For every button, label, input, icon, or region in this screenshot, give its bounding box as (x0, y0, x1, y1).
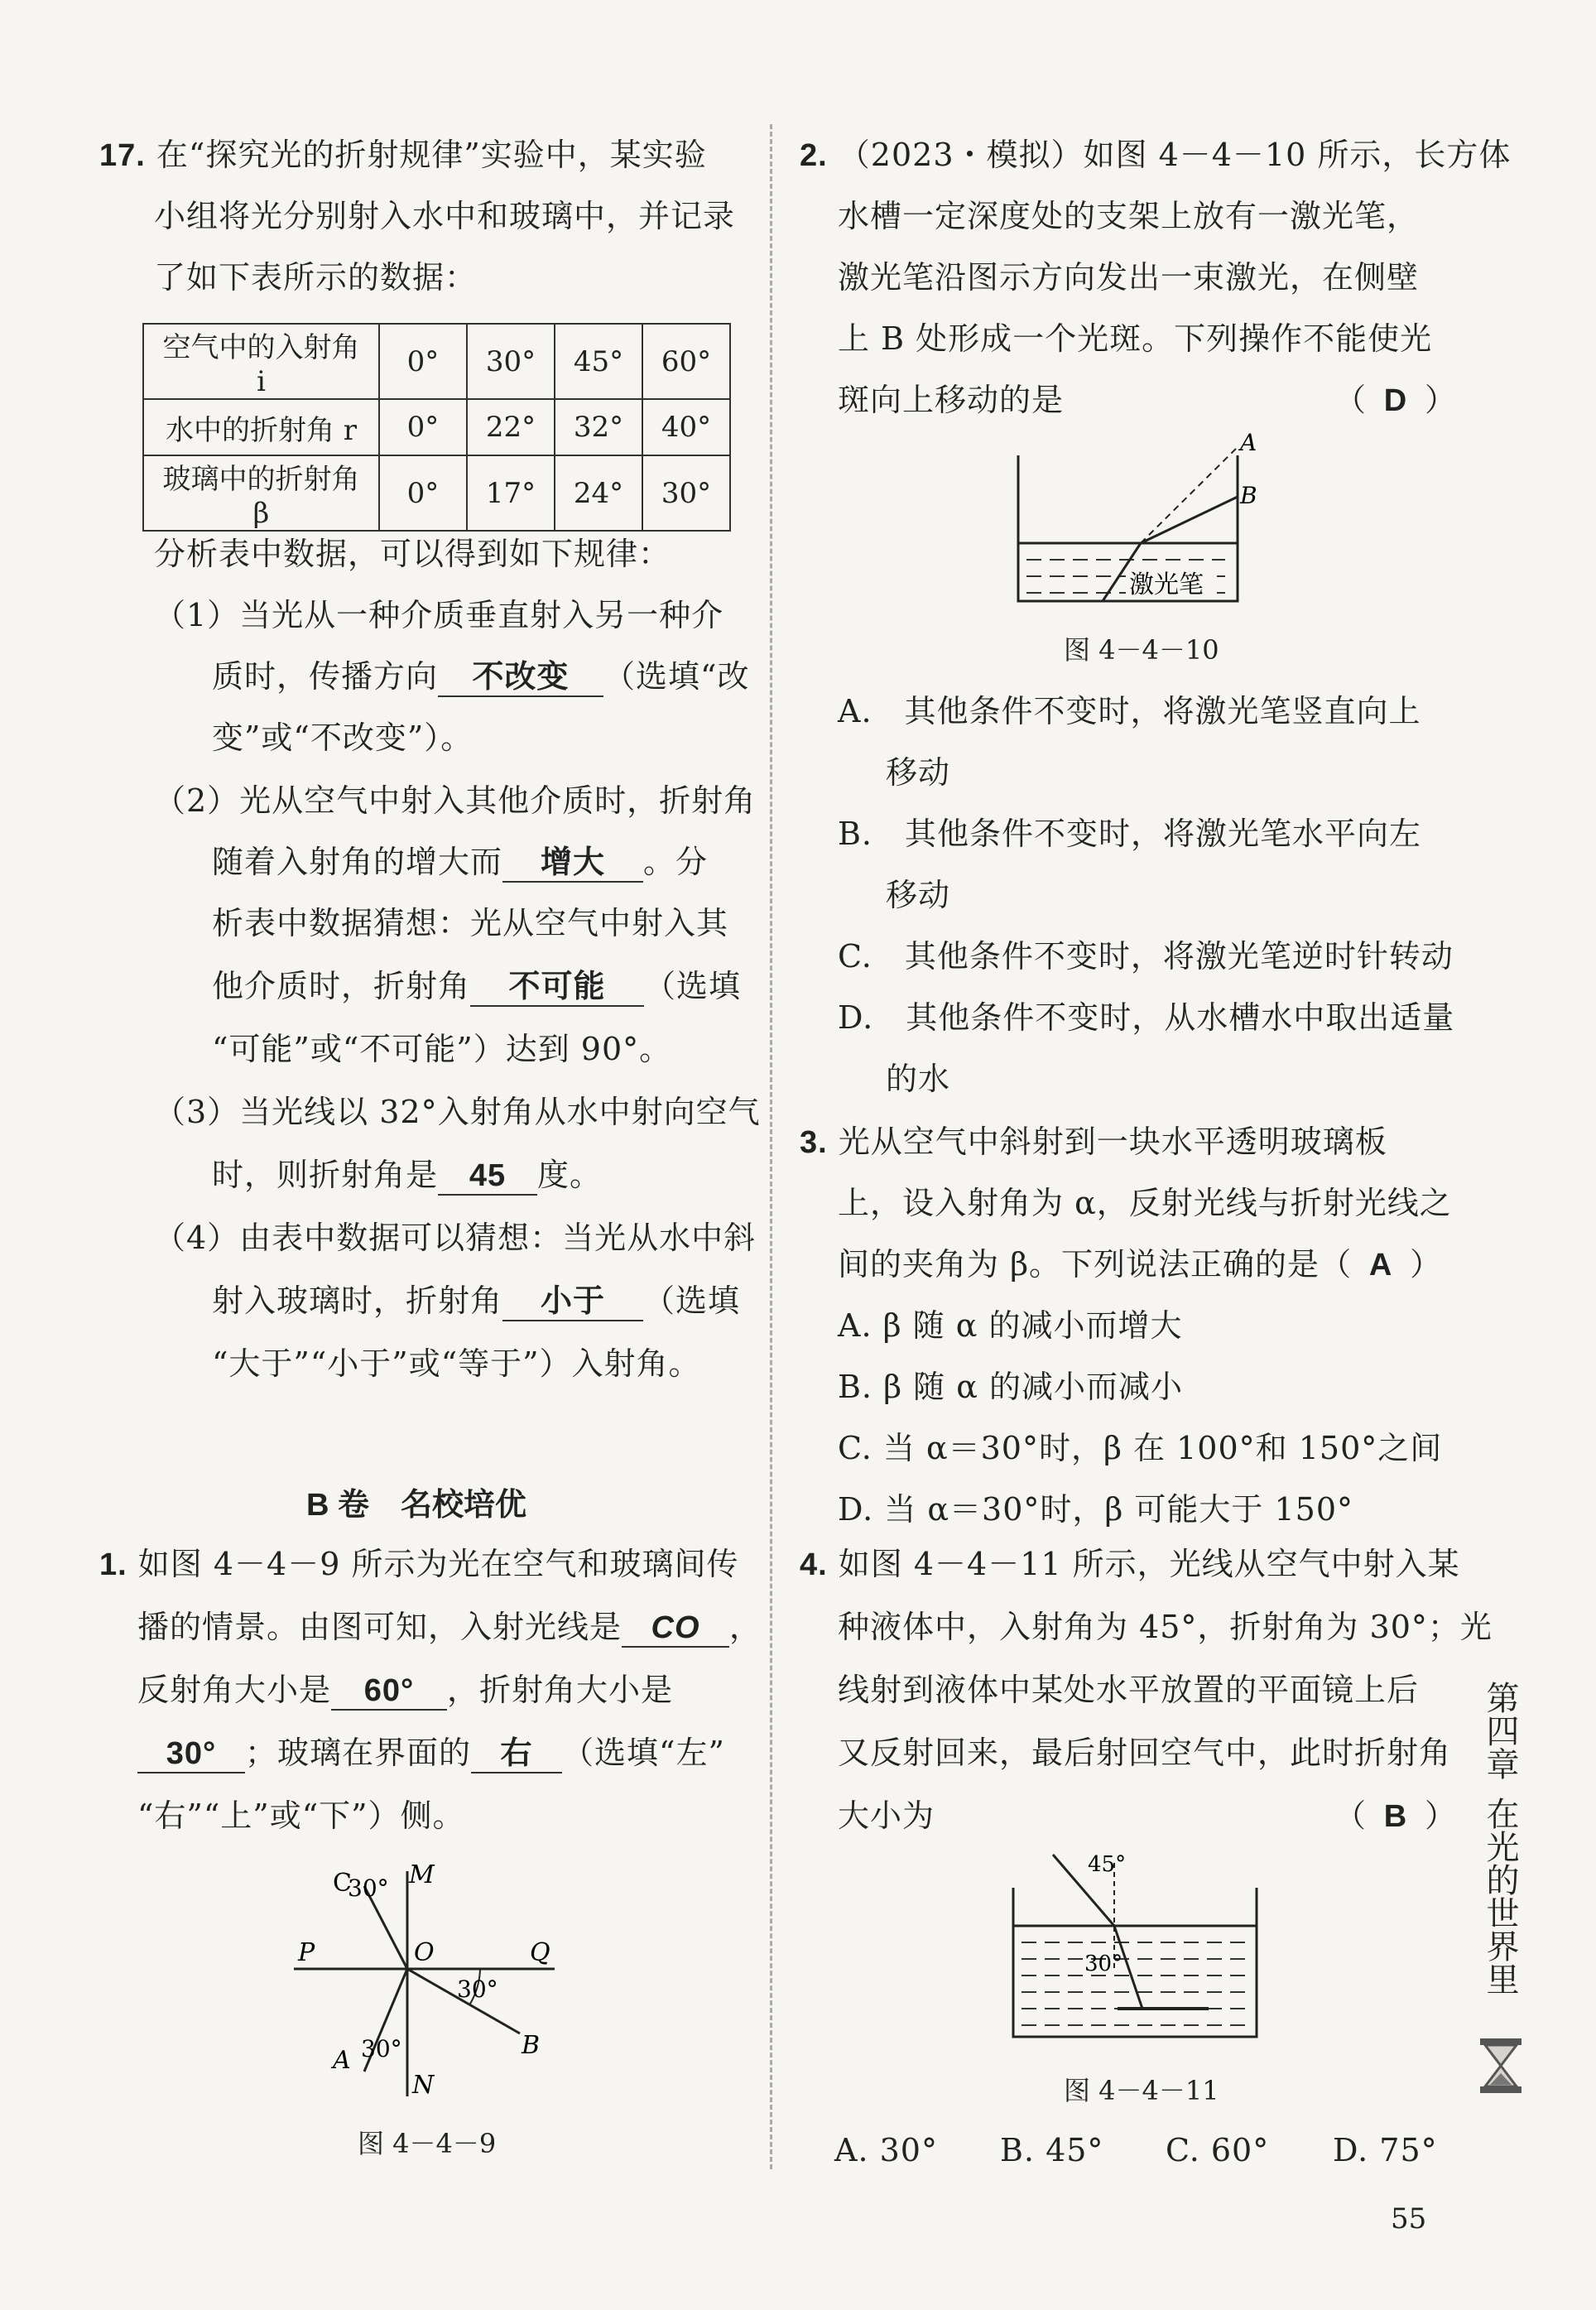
table-cell: 0° (379, 455, 467, 531)
b3-number: 3. (800, 1125, 828, 1160)
text: C. (838, 938, 873, 975)
answer-blank: 45 (438, 1157, 537, 1196)
text: 随着入射角的增大而 (212, 844, 503, 880)
b3-line-3: 间的夹角为 β。下列说法正确的是（ A ） (838, 1242, 1442, 1287)
table-cell: 32° (555, 399, 642, 455)
answer-blank: 不改变 (438, 659, 603, 697)
text: 其他条件不变时，将激光笔逆时针转动 (904, 938, 1454, 975)
figure-caption: 图 4－4－10 (1064, 634, 1219, 666)
text: D. (838, 999, 874, 1036)
b2-line-2: 水槽一定深度处的支架上放有一激光笔， (838, 198, 1420, 234)
q17-p1-line-d: 变”或“不改变”）。 (212, 719, 474, 756)
text: （选填 (644, 968, 742, 1004)
tank (1013, 1888, 1257, 2037)
q17-line-1 (99, 132, 707, 178)
angle-label: 30° (361, 2035, 402, 2062)
chapter-number: 第四章 (1482, 1681, 1518, 1780)
q17-p3-line-a: （3）当光线以 32°入射角从水中射向空气 (154, 1094, 761, 1130)
b4-number: 4. (800, 1547, 828, 1582)
text: ，折射角大小是 (447, 1672, 674, 1708)
label-m: M (409, 1860, 435, 1889)
answer-choice: D (1383, 383, 1408, 418)
label-a: A (333, 2046, 351, 2075)
figure-4-4-10 (1010, 431, 1291, 613)
b2-answer: （ D ） (1334, 378, 1457, 423)
text: 射入玻璃时，折射角 (212, 1283, 503, 1319)
text: B. (838, 816, 873, 852)
table-cell: 30° (642, 455, 730, 531)
text: 度。 (537, 1157, 603, 1193)
table-cell: 水中的折射角 r (143, 399, 379, 455)
b4-line-4: 又反射回来，最后射回空气中，此时折射角 (838, 1735, 1452, 1771)
b2-option-c (838, 934, 1454, 979)
answer-choice: B (1383, 1799, 1408, 1834)
b1-line-f (137, 1730, 725, 1775)
q17-p2-line-g: “可能”或“不可能”）达到 90°。 (212, 1031, 672, 1067)
text: 其他条件不变时，从水槽水中取出适量 (906, 999, 1455, 1036)
b1-line-h: “右”“上”或“下”）侧。 (137, 1797, 465, 1834)
label-q: Q (530, 1938, 550, 1967)
q17-p2-line-d: 析表中数据猜想：光从空气中射入其 (212, 905, 729, 941)
table-cell: 30° (467, 324, 555, 399)
table-cell: 24° (555, 455, 642, 531)
b2-option-d-cont: 的水 (886, 1061, 951, 1097)
text: ， (729, 1609, 762, 1645)
answer-blank: 60° (331, 1672, 447, 1711)
q17-p2-line-e (212, 964, 741, 1008)
text: ；玻璃在界面的 (245, 1735, 472, 1771)
chapter-side-label (1475, 1681, 1525, 1995)
table-cell: 22° (467, 399, 555, 455)
table-cell: 60° (642, 324, 730, 399)
angle-label: 45° (1088, 1852, 1127, 1877)
b2-line-5: 斑向上移动的是 (838, 382, 1065, 418)
b2-option-b-cont: 移动 (886, 877, 951, 913)
table-cell: 40° (642, 399, 730, 455)
label-b: B (1240, 482, 1257, 509)
q17-p2-line-b (212, 840, 708, 884)
b2-option-a-cont: 移动 (886, 754, 951, 791)
b1-line-d (137, 1668, 673, 1712)
angle-label: 30° (457, 1976, 498, 2003)
label-p: P (298, 1938, 315, 1967)
refraction-data-table (142, 323, 731, 532)
label-c: C (333, 1869, 352, 1898)
b2-line-3: 激光笔沿图示方向发出一束激光，在侧壁 (838, 259, 1420, 296)
b4-line-5: 大小为 (838, 1797, 935, 1834)
answer-blank: 不可能 (470, 969, 644, 1007)
figure-caption: 图 4－4－9 (358, 2128, 497, 2159)
b1-number: 1. (99, 1547, 127, 1582)
chapter-title: 在光的世界里 (1482, 1797, 1518, 1995)
b4-line-3: 线射到液体中某处水平放置的平面镜上后 (838, 1672, 1420, 1708)
hourglass-icon (1478, 2037, 1523, 2095)
text: 其他条件不变时，将激光笔水平向左 (905, 816, 1422, 852)
answer-blank: CO (622, 1610, 729, 1648)
text: 时，则折射角是 (212, 1157, 439, 1193)
text: 。分 (643, 844, 709, 880)
b1-line-a (99, 1542, 739, 1587)
b4-answer: （ B ） (1334, 1793, 1457, 1839)
text: （选填 (643, 1283, 741, 1319)
q17-p4-line-b (212, 1278, 740, 1323)
q17-text-1: 在“探究光的折射规律”实验中，某实验 (156, 137, 707, 173)
b4-option-a: A. 30° (834, 2132, 938, 2168)
label-n: N (412, 2071, 435, 2100)
text: 他介质时，折射角 (212, 968, 471, 1004)
laser-pen-label: 激光笔 (1129, 570, 1204, 599)
label-b: B (522, 2031, 541, 2060)
text: 反射角大小是 (137, 1672, 332, 1708)
text: 播的情景。由图可知，入射光线是 (137, 1609, 623, 1645)
page-number: 55 (1391, 2202, 1427, 2235)
text: A. (838, 693, 873, 729)
b2-line-4: 上 B 处形成一个光斑。下列操作不能使光 (838, 320, 1433, 357)
text: （选填“左” (562, 1735, 725, 1771)
b3-option-c: C. 当 α＝30°时，β 在 100°和 150°之间 (838, 1430, 1443, 1466)
b4-line-1 (800, 1542, 1460, 1587)
text: （2023・模拟）如图 4－4－10 所示，长方体 (838, 137, 1512, 173)
text: 光从空气中斜射到一块水平透明玻璃板 (838, 1124, 1387, 1160)
b3-option-d: D. 当 α＝30°时，β 可能大于 150° (838, 1491, 1354, 1528)
b2-number: 2. (800, 138, 828, 173)
b2-option-b (838, 811, 1421, 856)
column-divider (770, 124, 772, 2169)
answer-blank: 右 (471, 1735, 562, 1773)
table-cell: 0° (379, 324, 467, 399)
q17-p3-line-b (212, 1153, 602, 1197)
b3-line-1 (800, 1119, 1387, 1165)
table-cell: 玻璃中的折射角 β (143, 455, 379, 531)
table-cell: 45° (555, 324, 642, 399)
figure-4-4-9 (281, 1855, 579, 2128)
table-cell: 0° (379, 399, 467, 455)
table-row (143, 399, 730, 455)
q17-p4-line-a: （4）由表中数据可以猜想：当光从水中斜 (154, 1220, 757, 1256)
figure-4-4-11 (1002, 1846, 1267, 2045)
answer-blank: 30° (137, 1735, 245, 1773)
b2-option-a (838, 689, 1421, 734)
table-cell: 17° (467, 455, 555, 531)
angle-label: 30° (1084, 1951, 1123, 1976)
text: （选填“改 (603, 658, 750, 695)
b4-option-c: C. 60° (1166, 2132, 1270, 2168)
table-row (143, 455, 730, 531)
q17-line-2: 小组将光分别射入水中和玻璃中，并记录 (154, 198, 736, 234)
q17-p1-line-b (212, 654, 749, 699)
b1-line-b (137, 1605, 762, 1649)
b3-option-a: A. β 随 α 的减小而增大 (838, 1307, 1183, 1344)
text: 质时，传播方向 (212, 658, 439, 695)
b4-option-b: B. 45° (1000, 2132, 1104, 2168)
text: 如图 4－4－9 所示为光在空气和玻璃间传 (137, 1546, 739, 1582)
laser-beam-air (1141, 497, 1238, 543)
extended-beam (1141, 447, 1238, 543)
section-b-heading: B 卷 名校培优 (306, 1488, 527, 1523)
answer-choice: A (1368, 1248, 1393, 1283)
b2-line-1 (800, 132, 1511, 178)
figure-caption: 图 4－4－11 (1064, 2075, 1219, 2106)
answer-blank: 增大 (502, 845, 643, 883)
q17-number: 17. (99, 138, 146, 173)
text: 其他条件不变时，将激光笔竖直向上 (904, 693, 1421, 729)
q17-line-3: 了如下表所示的数据： (154, 259, 478, 296)
label-a: A (1240, 431, 1257, 456)
table-row (143, 324, 730, 399)
answer-blank: 小于 (502, 1283, 643, 1321)
q17-analysis: 分析表中数据，可以得到如下规律： (154, 536, 671, 572)
q17-p1-line-a: （1）当光从一种介质垂直射入另一种介 (154, 597, 724, 633)
b4-line-2: 种液体中，入射角为 45°，折射角为 30°；光 (838, 1609, 1493, 1645)
q17-p2-line-a: （2）光从空气中射入其他介质时，折射角 (154, 782, 757, 819)
b3-option-b: B. β 随 α 的减小而减小 (838, 1369, 1183, 1405)
text: 如图 4－4－11 所示，光线从空气中射入某 (838, 1546, 1460, 1582)
angle-label: 30° (348, 1874, 389, 1902)
label-o: O (414, 1938, 435, 1967)
b3-line-2: 上，设入射角为 α，反射光线与折射光线之 (838, 1185, 1452, 1221)
text: 间的夹角为 β。下列说法正确的是 (838, 1246, 1320, 1283)
table-cell: 空气中的入射角 i (143, 324, 379, 399)
b2-option-d (838, 995, 1454, 1040)
q17-p4-line-d: “大于”“小于”或“等于”）入射角。 (212, 1345, 701, 1382)
b4-option-d: D. 75° (1333, 2132, 1438, 2168)
